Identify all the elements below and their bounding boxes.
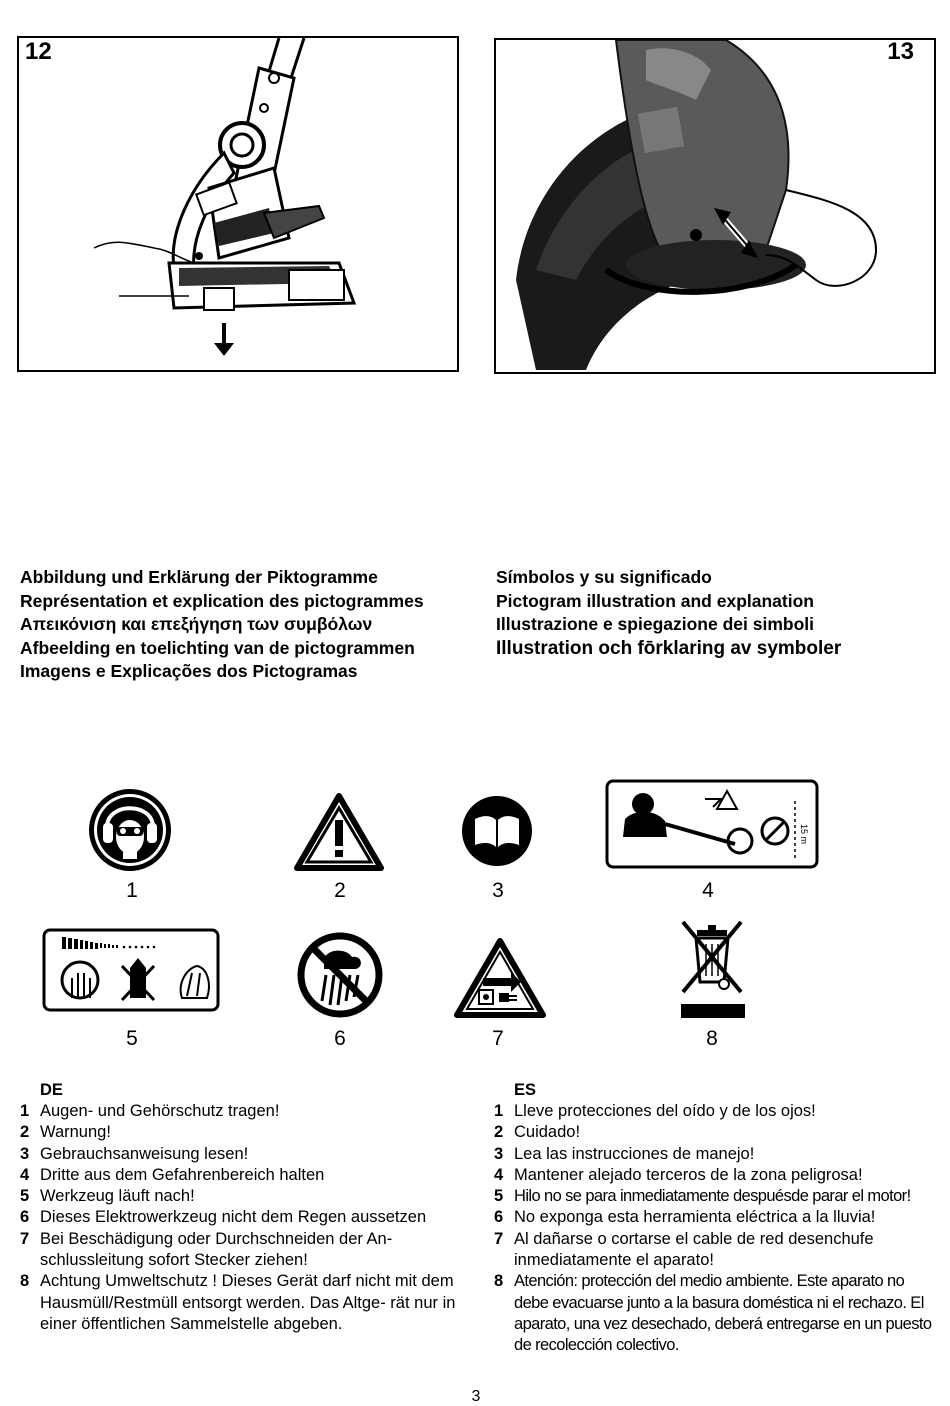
item-text: Dieses Elektrowerkzeug nicht dem Regen aussetzen bbox=[40, 1208, 427, 1227]
figure-number: 13 bbox=[887, 38, 914, 65]
legend-de bbox=[20, 1080, 480, 1335]
item-text: Hilo no se para inmediatamente despuésde parar el motor! bbox=[514, 1187, 911, 1206]
item-number: 4 bbox=[20, 1165, 30, 1184]
item-text: Lleve protecciones del oído y de los ojos! bbox=[514, 1102, 816, 1120]
item-number: 7 bbox=[494, 1229, 504, 1248]
item-number: 1 bbox=[494, 1102, 504, 1120]
list-item bbox=[494, 1165, 940, 1186]
item-text: Warnung! bbox=[40, 1123, 111, 1142]
item-text: Al dañarse o cortarse el cable de red desenchufe inmediatamente el aparato! bbox=[514, 1229, 874, 1270]
trimmer-head-release-illustration bbox=[19, 38, 457, 370]
list-item bbox=[20, 1229, 440, 1272]
item-number: 2 bbox=[20, 1123, 30, 1142]
list-item bbox=[20, 1271, 474, 1335]
item-text: No exponga esta herramienta eléctrica a la lluvia! bbox=[514, 1208, 876, 1227]
list-item bbox=[494, 1122, 940, 1143]
list-item bbox=[494, 1101, 940, 1122]
pictogram-number: 8 bbox=[706, 1027, 718, 1050]
title-pt: Imagens e Explicações dos Pictogramas bbox=[20, 661, 358, 681]
list-item bbox=[20, 1207, 480, 1228]
title-fr: Représentation et explication des pictogrammes bbox=[20, 590, 424, 611]
title-de: Abbildung und Erklärung der Piktogramme bbox=[20, 567, 378, 587]
item-number: 5 bbox=[20, 1187, 30, 1206]
list-item bbox=[494, 1229, 934, 1272]
pictogram-number: 7 bbox=[492, 1027, 504, 1050]
item-number: 7 bbox=[20, 1229, 30, 1248]
list-item bbox=[494, 1207, 940, 1228]
distance-label: 15 m bbox=[799, 824, 809, 845]
item-text: Augen- und Gehörschutz tragen! bbox=[40, 1102, 280, 1120]
tool-runs-on-icon bbox=[42, 928, 220, 1012]
figure-13 bbox=[494, 38, 936, 374]
warning-triangle-icon bbox=[293, 792, 385, 872]
list-item bbox=[494, 1186, 940, 1207]
item-text: Gebrauchsanweisung lesen! bbox=[40, 1144, 249, 1163]
title-sv: Illustration och fōrklaring av symboler bbox=[496, 637, 842, 659]
item-number: 3 bbox=[494, 1144, 504, 1163]
item-text: Mantener alejado terceros de la zona peligrosa! bbox=[514, 1165, 863, 1184]
item-number: 8 bbox=[20, 1272, 30, 1291]
pictogram-number: 5 bbox=[126, 1027, 138, 1050]
pictogram-number: 3 bbox=[492, 879, 504, 902]
title-es: Símbolos y su significado bbox=[496, 567, 712, 587]
item-text: Lea las instrucciones de manejo! bbox=[514, 1144, 755, 1163]
item-text: Cuidado! bbox=[514, 1123, 581, 1142]
item-text: Atención: protección del medio ambiente. Este aparato no debe evacuarse junto a la basura doméstica ni el rechazo. El aparato, una vez desechado, deberá entregarse en un puesto de recolección colectivo. bbox=[514, 1272, 932, 1355]
list-item bbox=[20, 1122, 480, 1143]
item-number: 3 bbox=[20, 1144, 30, 1163]
list-item bbox=[20, 1165, 480, 1186]
pictogram-titles-left bbox=[20, 566, 480, 684]
pictogram-number: 4 bbox=[702, 879, 714, 902]
eye-ear-protection-icon bbox=[87, 787, 173, 873]
title-it: Illustrazione e spiegazione dei simboli bbox=[496, 614, 814, 634]
item-text: Bei Beschädigung oder Durchschneiden der An- schlussleitung sofort Stecker ziehen! bbox=[40, 1229, 393, 1270]
figure-12 bbox=[17, 36, 459, 372]
page-number: 3 bbox=[471, 1388, 481, 1405]
item-number: 8 bbox=[494, 1272, 504, 1291]
unplug-if-cable-damaged-icon bbox=[453, 938, 547, 1018]
pictogram-number: 2 bbox=[334, 879, 346, 902]
figure-number: 12 bbox=[25, 38, 52, 65]
item-number: 4 bbox=[494, 1165, 504, 1184]
pictogram-titles-right bbox=[496, 566, 936, 660]
list-item bbox=[20, 1144, 480, 1165]
item-number: 1 bbox=[20, 1102, 30, 1120]
item-number: 2 bbox=[494, 1123, 504, 1142]
pictogram-number: 6 bbox=[334, 1027, 346, 1050]
title-nl: Afbeelding en toelichting van de pictogrammen bbox=[20, 637, 415, 658]
list-item bbox=[494, 1144, 940, 1165]
item-number: 6 bbox=[20, 1208, 30, 1227]
legend-es bbox=[494, 1080, 940, 1357]
item-number: 5 bbox=[494, 1187, 504, 1206]
no-rain-icon bbox=[296, 931, 384, 1019]
title-en: Pictogram illustration and explanation bbox=[496, 590, 814, 611]
title-gr: Απεικόνιση και επεξήγηση των συμβόλων bbox=[20, 614, 373, 634]
list-item bbox=[494, 1271, 940, 1356]
item-text: Achtung Umweltschutz ! Dieses Gerät darf nicht mit dem Hausmüll/Restmüll entsorgt werden. Das Altge- rät nur in einer öffentlichen Sammelstelle abgeben. bbox=[40, 1272, 456, 1333]
keep-bystanders-away-icon bbox=[605, 779, 819, 869]
item-text: Dritte aus dem Gefahrenbereich halten bbox=[40, 1165, 325, 1184]
read-manual-icon bbox=[461, 795, 533, 867]
list-item bbox=[20, 1186, 480, 1207]
crossed-out-bin-icon bbox=[675, 916, 751, 1022]
item-text: Werkzeug läuft nach! bbox=[40, 1187, 195, 1206]
language-code: ES bbox=[514, 1081, 537, 1099]
list-item bbox=[20, 1101, 480, 1122]
pictogram-number: 1 bbox=[126, 879, 138, 902]
language-code: DE bbox=[40, 1081, 63, 1099]
guard-rotation-illustration bbox=[496, 40, 934, 372]
item-number: 6 bbox=[494, 1208, 504, 1227]
